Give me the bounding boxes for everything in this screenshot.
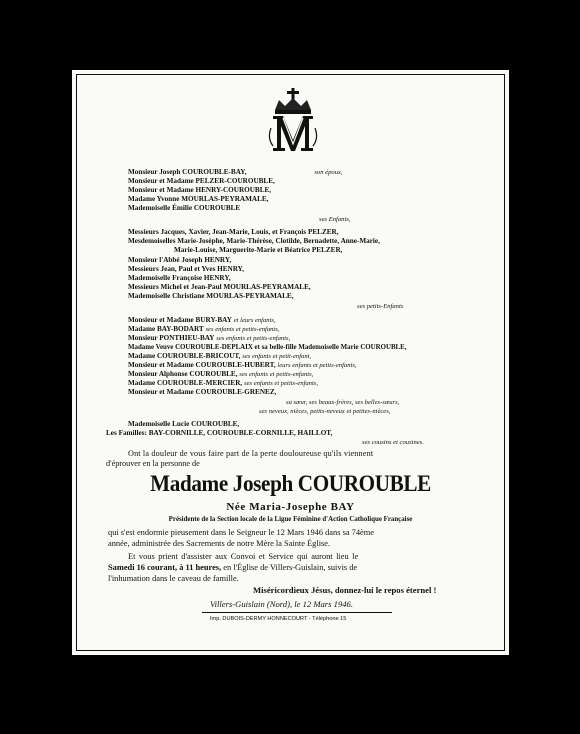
relation-line: ses petits-Enfants: [357, 303, 404, 310]
family-line: Monsieur et Madame COUROUBLE-HUBERT, leurs enfants et petits-enfants,: [128, 361, 357, 369]
family-line: Messieurs Michel et Jean-Paul MOURLAS-PEYRAMALE,: [128, 283, 311, 291]
family-line: Monsieur et Madame COUROUBLE-GRENEZ,: [128, 388, 277, 396]
family-line: Mademoiselle Françoise HENRY,: [128, 274, 231, 282]
family-line: Monsieur Joseph COUROUBLE-BAY, son époux,: [128, 168, 343, 176]
family-line: Monsieur Alphonse COUROUBLE, ses enfants et petits-enfants,: [128, 370, 314, 378]
body-text: année, administrée des Sacrements de notre Mère la Sainte Église.: [108, 539, 331, 548]
relation-line: ses neveux, nièces, petits-neveux et petites-nièces,: [259, 408, 391, 415]
family-line: Monsieur et Madame BURY-BAY et leurs enfants,: [128, 316, 276, 324]
monogram-crown-cross-icon: [267, 88, 319, 156]
body-text: qui s'est endormie pieusement dans le Seigneur le 12 Mars 1946 dans sa 74ème: [108, 528, 374, 537]
family-line: Messieurs Jacques, Xavier, Jean-Marie, Louis, et François PELZER,: [128, 228, 339, 236]
family-line: Monsieur et Madame HENRY-COUROUBLE,: [128, 186, 272, 194]
prayer-text: Miséricordieux Jésus, donnez-lui le repos éternel !: [253, 585, 437, 595]
family-line: Mademoiselle Émilie COUROUBLE: [128, 204, 241, 212]
family-line: Marie-Louise, Marguerite-Marie et Béatrice PELZER,: [174, 246, 343, 254]
relation-line: ses Enfants,: [319, 216, 351, 223]
family-line: Les Familles: BAY-CORNILLE, COUROUBLE-CORNILLE, HAILLOT,: [106, 429, 333, 437]
family-line: Monsieur l'Abbé Joseph HENRY,: [128, 256, 232, 264]
deceased-name: Madame Joseph COUROUBLE: [150, 471, 431, 496]
family-line: Mesdemoiselles Marie-Josèphe, Marie-Thérèse, Clotilde, Bernadette, Anne-Marie,: [128, 237, 380, 245]
obituary-card: [72, 70, 509, 655]
role-text: Présidente de la Section locale de la Ligue Féminine d'Action Catholique Française: [168, 516, 413, 523]
family-line: Messieurs Jean, Paul et Yves HENRY,: [128, 265, 245, 273]
place-date: Villers-Guislain (Nord), le 12 Mars 1946.: [210, 599, 353, 609]
family-line: Mademoiselle Christiane MOURLAS-PEYRAMALE,: [128, 292, 294, 300]
family-line: Madame Yvonne MOURLAS-PEYRAMALE,: [128, 195, 269, 203]
relation-line: sa sœur, ses beaux-frères, ses belles-sœurs,: [286, 399, 400, 406]
service-date: Samedi 16 courant, à 11 heures,: [108, 563, 222, 572]
body-text: Et vous prient d'assister aux Convoi et Service qui auront lieu le: [128, 552, 359, 561]
family-line: Madame COUROUBLE-MERCIER, ses enfants et petits-enfants,: [128, 379, 318, 387]
family-line: Madame COUROUBLE-BRICOUT, ses enfants et petit-enfant,: [128, 352, 312, 360]
family-line: Monsieur PONTHIEU-BAY ses enfants et petits-enfants,: [128, 334, 291, 342]
intro-text: d'éprouver en la personne de: [106, 459, 200, 468]
relation-line: ses cousins et cousines.: [362, 439, 424, 446]
body-text: Samedi 16 courant, à 11 heures, en l'Église de Villers-Guislain, suivis de: [108, 563, 358, 572]
printer-credit: Imp. DUBOIS-DERMY HONNECOURT - Téléphone 15: [210, 616, 347, 622]
body-text: l'inhumation dans le caveau de famille.: [108, 574, 239, 583]
family-line: Madame BAY-BODART ses enfants et petits-enfants,: [128, 325, 280, 333]
maiden-name: Née Maria-Josephe BAY: [226, 501, 355, 513]
family-line: Monsieur et Madame PELZER-COUROUBLE,: [128, 177, 275, 185]
family-line: Mademoiselle Lucie COUROUBLE,: [128, 420, 240, 428]
divider: [202, 612, 392, 613]
family-line: Madame Veuve COUROUBLE-DEPLAIX et sa belle-fille Mademoiselle Marie COUROUBLE,: [128, 344, 407, 351]
intro-text: Ont la douleur de vous faire part de la perte douloureuse qu'ils viennent: [128, 449, 374, 458]
